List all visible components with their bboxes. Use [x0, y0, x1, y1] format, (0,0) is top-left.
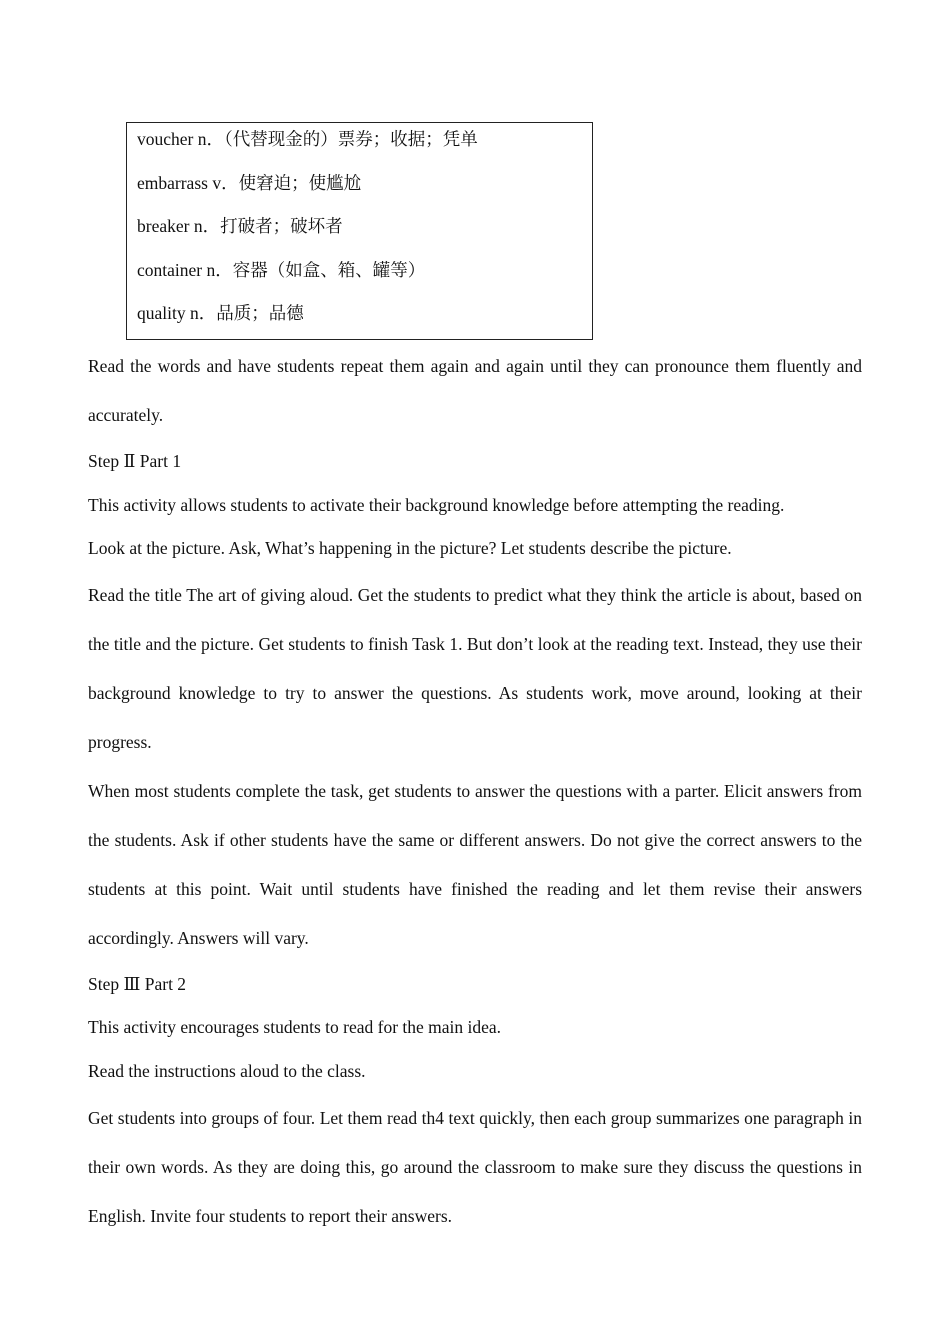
paragraph-answer-questions: When most students complete the task, get students to answer the questions with a parter. Elicit answers from the students. Ask if other students have the same or different answers. Do not give the correct answers to the students at this point. Wait until students have finished the reading and let them revise their answers accordingly. Answers will vary. — [88, 780, 862, 948]
step-3-heading: Step Ⅲ Part 2 — [88, 973, 187, 994]
paragraph-activity-purpose: This activity allows students to activate their background knowledge before attempting the reading. — [88, 494, 785, 515]
vocab-entry-breaker: breaker n．打破者；破坏者 — [137, 216, 343, 237]
lesson-content — [88, 342, 862, 1241]
paragraph-main-idea: This activity encourages students to read for the main idea. — [88, 1017, 502, 1038]
paragraph-read-instructions: Read the instructions aloud to the class. — [88, 1060, 366, 1081]
vocab-entry-quality: quality n．品质；品德 — [137, 303, 304, 324]
vocab-entry-container: container n．容器（如盒、箱、罐等） — [137, 259, 426, 280]
paragraph-predict-title: Read the title The art of giving aloud. Get the students to predict what they think the article is about, based on the title and the picture. Get students to finish Task 1. But don’t look at the reading text. Instead, they use their background knowledge to try to answer the questions. As students work, move around, looking at their progress. — [88, 584, 862, 752]
vocabulary-box — [126, 122, 593, 340]
paragraph-look-at-picture: Look at the picture. Ask, What’s happening in the picture? Let students describe the picture. — [88, 538, 732, 559]
paragraph-group-summary: Get students into groups of four. Let them read th4 text quickly, then each group summarizes one paragraph in their own words. As they are doing this, go around the classroom to make sure they discuss the questions in English. Invite four students to report their answers. — [88, 1107, 862, 1226]
vocab-entry-voucher: voucher n．（代替现金的）票券；收据；凭单 — [137, 129, 478, 149]
step-2-heading: Step Ⅱ Part 1 — [88, 451, 182, 471]
paragraph-pronunciation: Read the words and have students repeat them again and again until they can pronounce them fluently and accurately. — [88, 356, 862, 425]
vocab-entry-embarrass: embarrass v．使窘迫；使尴尬 — [137, 172, 362, 193]
